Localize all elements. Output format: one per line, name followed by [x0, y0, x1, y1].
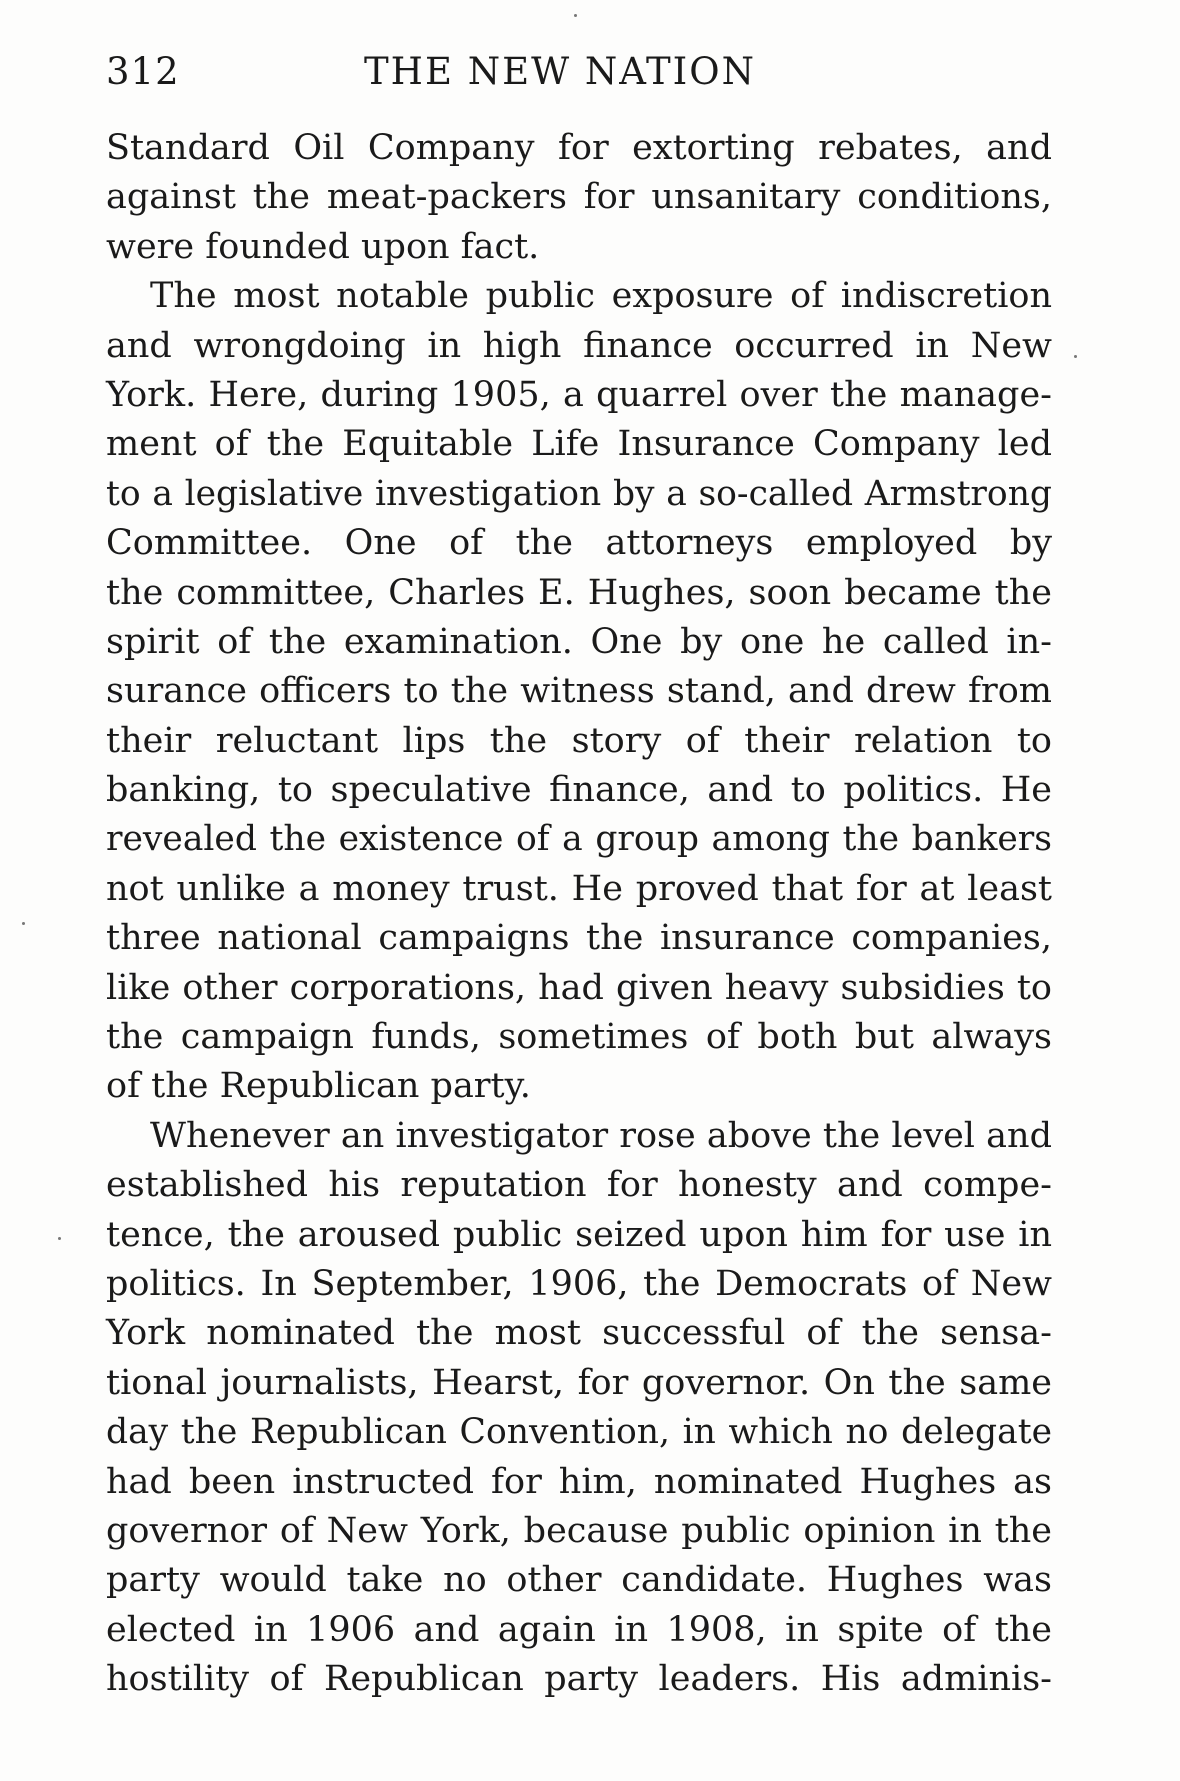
body-text [106, 124, 1052, 1705]
paragraph-end-line: were founded upon fact. [106, 226, 540, 267]
text-line: had been instructed for him, nominated Hughes as [106, 1461, 1052, 1502]
paragraph-start-line: The most notable public exposure of indiscretion [150, 276, 1052, 317]
running-head: THE NEW NATION [364, 50, 756, 93]
text-line: to a legislative investigation by a so-called Armstrong [106, 473, 1052, 514]
page-number: 312 [106, 50, 180, 93]
text-line: elected in 1906 and again in 1908, in spite of the [106, 1609, 1052, 1650]
text-line: hostility of Republican party leaders. His adminis- [106, 1659, 1052, 1700]
scan-speck [1074, 355, 1077, 358]
paragraph-start-line: Whenever an investigator rose above the level and [150, 1115, 1052, 1156]
text-line: established his reputation for honesty and compe- [106, 1165, 1052, 1206]
text-line: party would take no other candidate. Hughes was [106, 1560, 1052, 1601]
text-line: tional journalists, Hearst, for governor. On the same [106, 1362, 1052, 1403]
text-line: York nominated the most successful of the sensa- [106, 1313, 1052, 1354]
scan-speck [574, 14, 577, 17]
text-line: revealed the existence of a group among the bankers [106, 819, 1052, 860]
text-line: politics. In September, 1906, the Democrats of New [106, 1263, 1052, 1304]
scan-speck [58, 1237, 61, 1240]
text-line: like other corporations, had given heavy subsidies to [106, 967, 1052, 1008]
scan-speck [22, 922, 25, 925]
text-line: ment of the Equitable Life Insurance Company led [106, 424, 1052, 465]
text-line: not unlike a money trust. He proved that for at least [106, 868, 1052, 909]
text-line: banking, to speculative finance, and to politics. He [106, 770, 1052, 811]
text-line: York. Here, during 1905, a quarrel over the manage- [106, 374, 1052, 415]
text-line: day the Republican Convention, in which no delegate [106, 1412, 1052, 1453]
page-header [106, 50, 1052, 110]
text-line: and wrongdoing in high finance occurred in New [106, 325, 1052, 366]
text-line: the campaign funds, sometimes of both but always [106, 1017, 1052, 1058]
text-line: the committee, Charles E. Hughes, soon became the [106, 572, 1052, 613]
text-line: their reluctant lips the story of their relation to [106, 720, 1052, 761]
text-line: against the meat-packers for unsanitary conditions, [106, 177, 1052, 218]
text-line: tence, the aroused public seized upon him for use in [106, 1214, 1052, 1255]
text-line: spirit of the examination. One by one he called in- [106, 621, 1052, 662]
text-line: Committee. One of the attorneys employed by [106, 523, 1052, 564]
text-line: three national campaigns the insurance companies, [106, 918, 1052, 959]
text-line: governor of New York, because public opinion in the [106, 1510, 1052, 1551]
text-line: surance officers to the witness stand, and drew from [106, 671, 1052, 712]
text-line: Standard Oil Company for extorting rebates, and [106, 128, 1052, 168]
paragraph-end-line: of the Republican party. [106, 1066, 531, 1107]
